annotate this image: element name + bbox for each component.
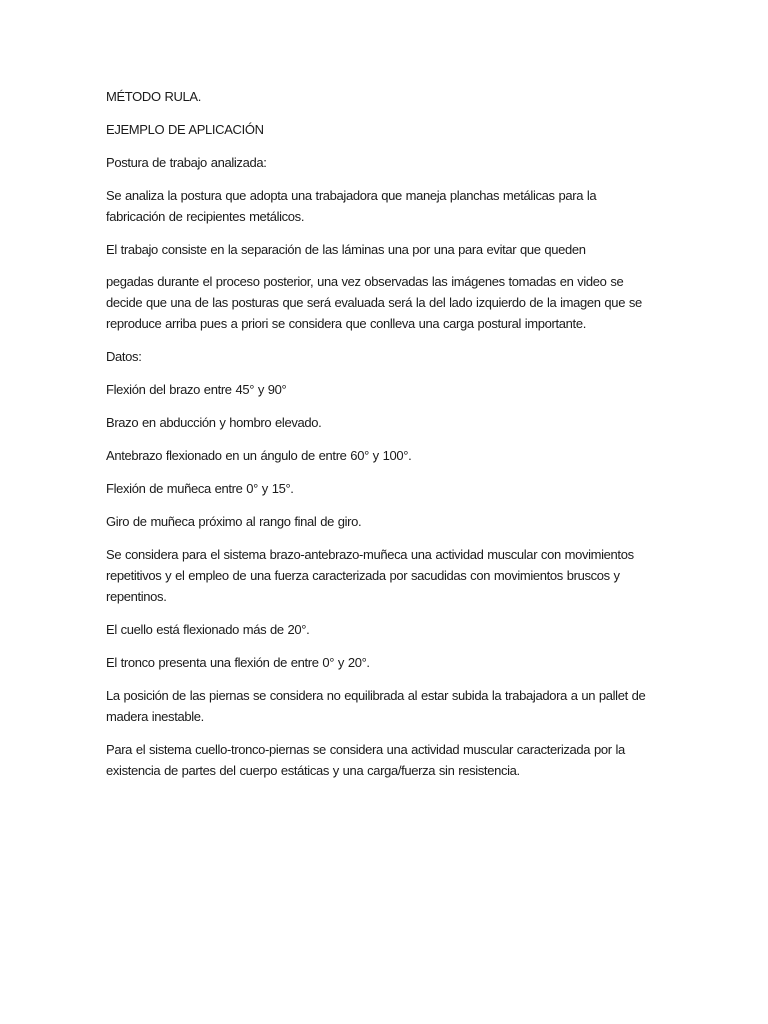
data-item: Brazo en abducción y hombro elevado. <box>106 415 322 430</box>
data-item: Para el sistema cuello-tronco-piernas se considera una actividad muscular caracterizada por la existencia de partes del cuerpo estáticas y una carga/fuerza sin resistencia. <box>106 742 625 778</box>
paragraph: El trabajo consiste en la separación de las láminas una por una para evitar que queden <box>106 242 586 257</box>
data-item: Flexión de muñeca entre 0° y 15°. <box>106 481 294 496</box>
data-item: La posición de las piernas se considera no equilibrada al estar subida la trabajadora a un pallet de madera inestable. <box>106 688 646 724</box>
section-heading: Postura de trabajo analizada: <box>106 155 267 170</box>
data-heading: Datos: <box>106 349 142 364</box>
document-body <box>106 86 646 793</box>
data-item: Flexión del brazo entre 45° y 90° <box>106 382 287 397</box>
document-subtitle: EJEMPLO DE APLICACIÓN <box>106 122 264 137</box>
paragraph: pegadas durante el proceso posterior, una vez observadas las imágenes tomadas en video se decide que una de las posturas que será evaluada será la del lado izquierdo de la imagen que se reproduce arriba pues a priori se considera que conlleva una carga postural importante. <box>106 274 642 331</box>
data-item: El cuello está flexionado más de 20°. <box>106 622 310 637</box>
document-title: MÉTODO RULA. <box>106 89 202 104</box>
data-item: Se considera para el sistema brazo-antebrazo-muñeca una actividad muscular con movimientos repetitivos y el empleo de una fuerza caracterizada por sacudidas con movimientos bruscos y repentinos. <box>106 547 634 604</box>
data-item: El tronco presenta una flexión de entre 0° y 20°. <box>106 655 370 670</box>
data-item: Giro de muñeca próximo al rango final de giro. <box>106 514 362 529</box>
paragraph: Se analiza la postura que adopta una trabajadora que maneja planchas metálicas para la fabricación de recipientes metálicos. <box>106 188 597 224</box>
data-item: Antebrazo flexionado en un ángulo de entre 60° y 100°. <box>106 448 412 463</box>
